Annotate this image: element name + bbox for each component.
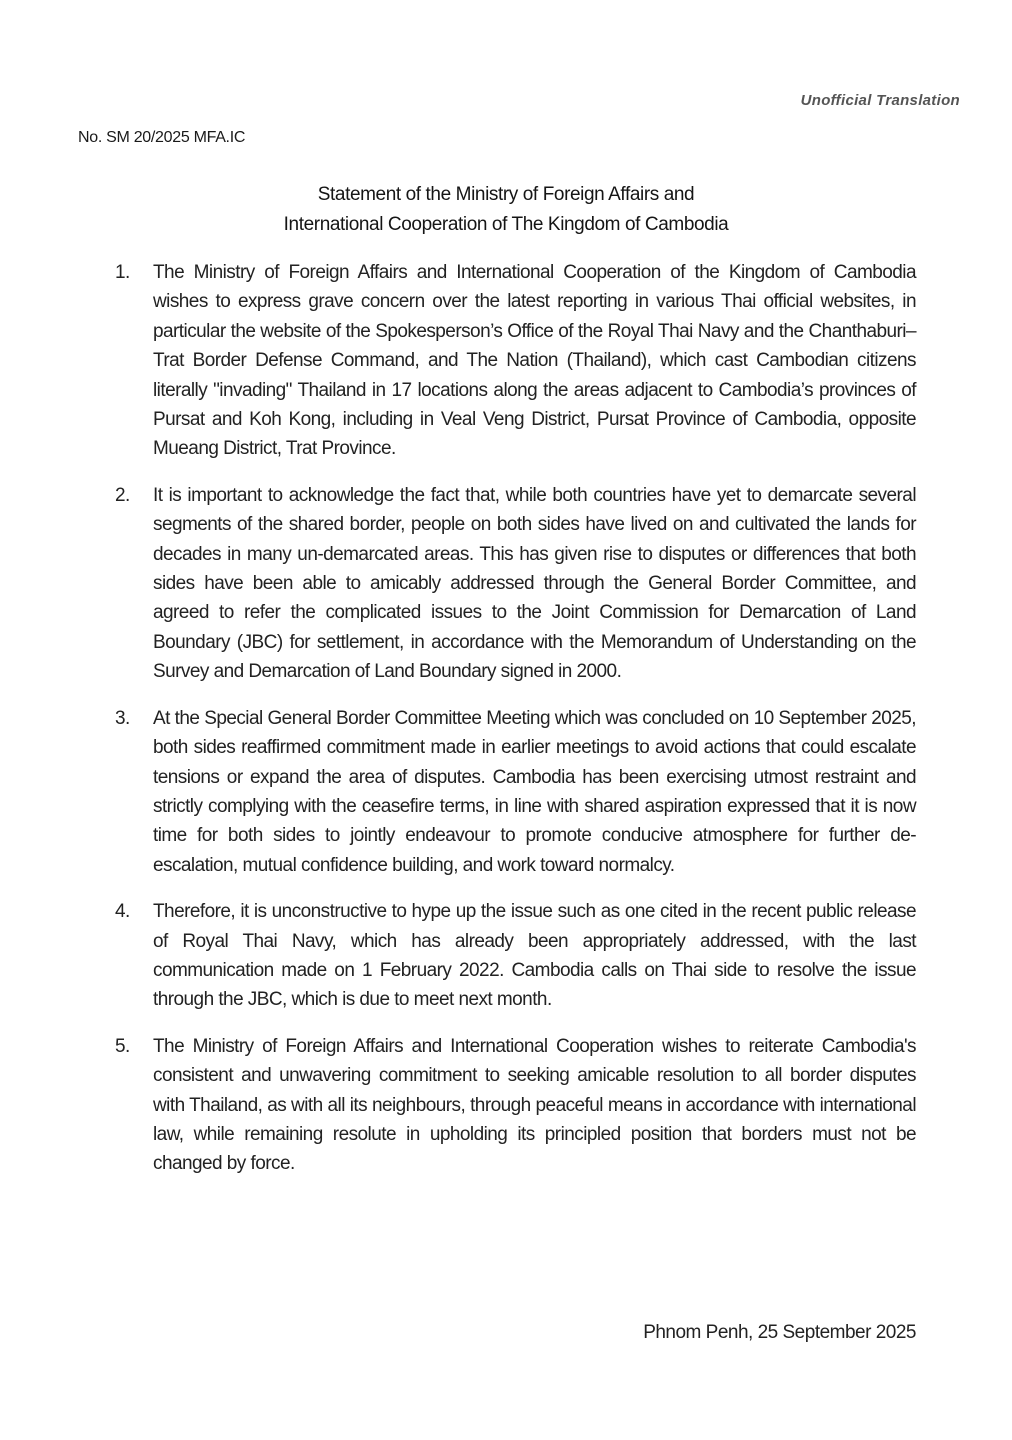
paragraph-text: The Ministry of Foreign Affairs and International Cooperation of the Kingdom of Cambodia wishes to express grave concern over the latest reporting in various Thai official websites, in particular the website of the Spokesperson’s Office of the Royal Thai Navy and the Chanthaburi–Trat Border Defense Command, and The Nation (Thailand), which cast Cambodian citizens literally "invading" Thailand in 17 locations along the areas adjacent to Cambodia’s provinces of Pursat and Koh Kong, including in Veal Veng District, Pursat Province of Cambodia, opposite Mueang District, Trat Province. [153,262,916,460]
paragraph-4 [108,897,916,1015]
paragraph-3 [108,704,916,880]
paragraph-text: The Ministry of Foreign Affairs and International Cooperation wishes to reiterate Cambodia's consistent and unwavering commitment to seeking amicable resolution to all border disputes with Thailand, as with all its neighbours, through peaceful means in accordance with international law, while remaining resolute in upholding its principled position that borders must not be changed by force. [153,1035,916,1175]
paragraph-number: 3. [115,707,130,729]
reference-number: No. SM 20/2025 MFA.IC [78,129,246,146]
paragraph-number: 4. [115,901,130,923]
paragraph-2 [108,481,916,687]
paragraph-text: It is important to acknowledge the fact that, while both countries have yet to demarcate several segments of the shared border, people on both sides have lived on and cultivated the lands for decades in many un-demarcated areas. This has given rise to disputes or differences that both sides have been able to amicably addressed through the General Border Committee, and agreed to refer the complicated issues to the Joint Commission for Demarcation of Land Boundary (JBC) for settlement, in accordance with the Memorandum of Understanding on the Survey and Demarcation of Land Boundary signed in 2000. [153,484,916,683]
title-line-1: Statement of the Ministry of Foreign Affairs and [317,184,695,205]
paragraph-1 [108,258,916,464]
statement-title [0,180,1012,240]
paragraph-number: 1. [115,262,130,283]
place-and-date: Phnom Penh, 25 September 2025 [643,1322,916,1343]
paragraph-text: Therefore, it is unconstructive to hype up the issue such as one cited in the recent public release of Royal Thai Navy, which has already been appropriately addressed, with the last communication made on 1 February 2022. Cambodia calls on Thai side to resolve the issue through the JBC, which is due to meet next month. [153,901,916,1011]
paragraph-text: At the Special General Border Committee Meeting which was concluded on 10 September 2025, both sides reaffirmed commitment made in earlier meetings to avoid actions that could escalate tensions or expand the area of disputes. Cambodia has been exercising utmost restraint and strictly complying with the ceasefire terms, in line with shared aspiration expressed that it is now time for both sides to jointly endeavour to promote conducive atmosphere for further de-escalation, mutual confidence building, and work toward normalcy. [153,707,916,876]
paragraph-number: 5. [115,1035,130,1057]
statement-paragraphs [108,258,916,1179]
unofficial-translation-label: Unofficial Translation [800,92,960,109]
title-line-2: International Cooperation of The Kingdom of Cambodia [283,214,729,235]
paragraph-5 [108,1032,916,1179]
paragraph-number: 2. [115,484,130,506]
